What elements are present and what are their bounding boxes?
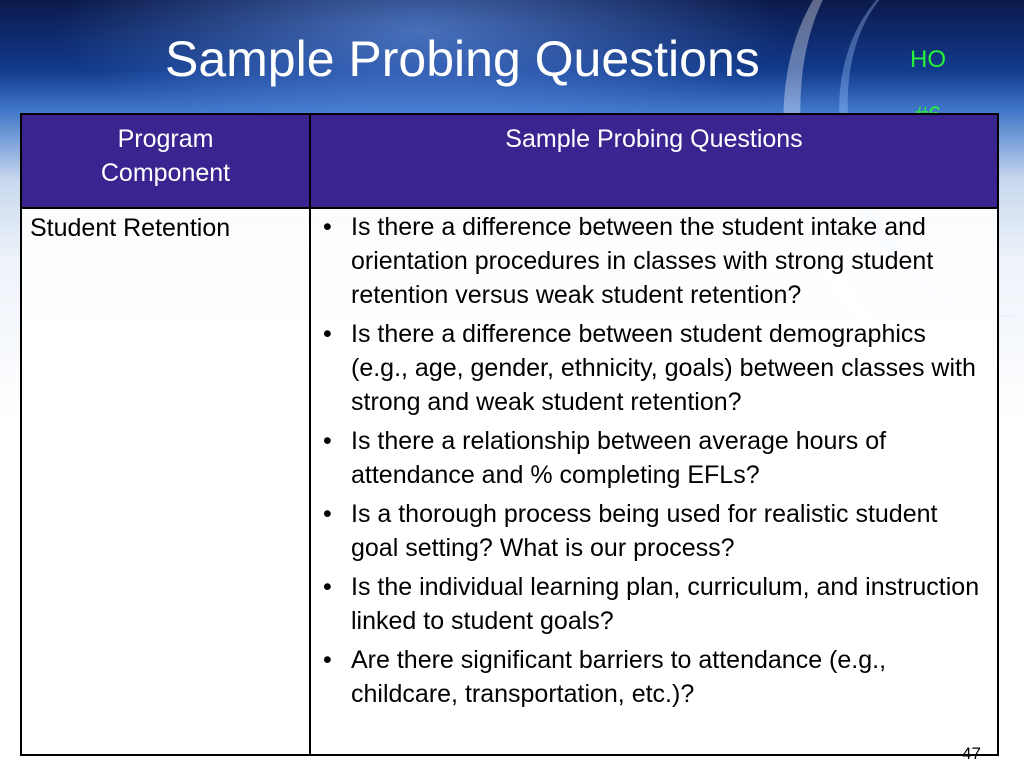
header-sample-probing-questions: Sample Probing Questions: [310, 114, 998, 208]
bullet-icon: •: [323, 500, 332, 528]
question-text: Is there a difference between student demographics (e.g., age, gender, ethnicity, goals) between classes with strong and weak student retention?: [351, 320, 976, 416]
table-header-row: [21, 114, 998, 208]
question-text: Is there a difference between the student intake and orientation procedures in classes with strong student retention versus weak student retention?: [351, 213, 934, 309]
component-cell: Student Retention: [21, 208, 310, 755]
list-item: [319, 497, 981, 565]
table-row: [21, 208, 998, 755]
header-program-component: Program Component: [21, 114, 310, 208]
question-text: Are there significant barriers to attendance (e.g., childcare, transportation, etc.)?: [351, 646, 887, 708]
bullet-icon: •: [323, 646, 332, 674]
question-text: Is there a relationship between average hours of attendance and % completing EFLs?: [351, 427, 887, 489]
bullet-icon: •: [323, 427, 332, 455]
page-number: 47: [962, 744, 981, 763]
slide-title: Sample Probing Questions: [165, 31, 760, 87]
bullet-icon: •: [323, 573, 332, 601]
list-item: [319, 317, 981, 419]
question-text: Is the individual learning plan, curriculum, and instruction linked to student goals?: [351, 573, 980, 635]
bullet-icon: •: [323, 320, 332, 348]
bullet-icon: •: [323, 213, 332, 241]
list-item: [319, 643, 981, 711]
questions-cell: [310, 208, 998, 755]
question-list: [319, 210, 981, 711]
question-text: Is a thorough process being used for realistic student goal setting? What is our process?: [351, 500, 938, 562]
probing-questions-table: [20, 113, 999, 756]
list-item: [319, 570, 981, 638]
list-item: [319, 210, 981, 312]
list-item: [319, 424, 981, 492]
handout-label-line: HO: [910, 46, 946, 73]
